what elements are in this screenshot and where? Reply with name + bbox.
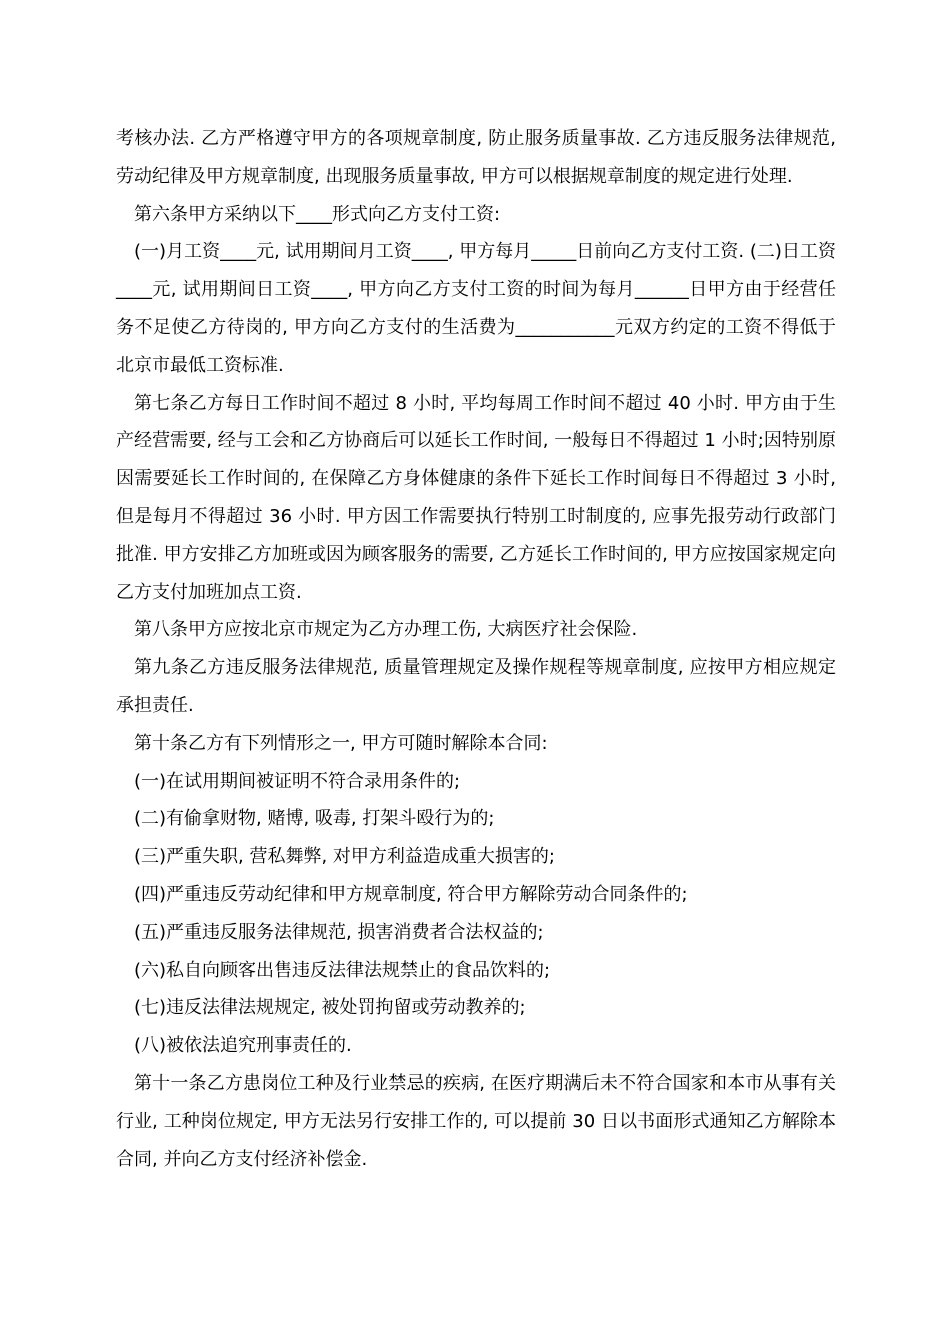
list-item-7: (七)违反法律法规规定, 被处罚拘留或劳动教养的; (134, 997, 526, 1019)
list-item-8: (八)被依法追究刑事责任的. (134, 1035, 352, 1057)
list-item-2: (二)有偷拿财物, 赌博, 吸毒, 打架斗殴行为的; (134, 808, 495, 830)
paragraph-article-9: 第九条乙方违反服务法律规范, 质量管理规定及操作规程等规章制度, 应按甲方相应规定承担责任. (116, 657, 836, 716)
list-item-3: (三)严重失职, 营私舞弊, 对甲方利益造成重大损害的; (134, 846, 555, 868)
paragraph-continuation: 考核办法. 乙方严格遵守甲方的各项规章制度, 防止服务质量事故. 乙方违反服务法律规范, 劳动纪律及甲方规章制度, 出现服务质量事故, 甲方可以根据规章制度的规定进行处理. (116, 128, 836, 187)
list-item-4: (四)严重违反劳动纪律和甲方规章制度, 符合甲方解除劳动合同条件的; (134, 883, 688, 905)
paragraph-article-7: 第七条乙方每日工作时间不超过 8 小时, 平均每周工作时间不超过 40 小时. 甲方由于生产经营需要, 经与工会和乙方协商后可以延长工作时间, 一般每日不得超过 1 小时;因特别原因需要延长工作时间的, 在保障乙方身体健康的条件下延长工作时间每日不得超过 3 小时, 但是每月不得超过 36 小时. 甲方因工作需要执行特别工时制度的, 应事先报劳动行政部门批准. 甲方安排乙方加班或因为顾客服务的需要, 乙方延长工作时间的, 甲方应按国家规定向乙方支付加班加点工资. (116, 392, 836, 603)
paragraph-article-10: 第十条乙方有下列情形之一, 甲方可随时解除本合同: (134, 732, 548, 754)
list-item-6: (六)私自向顾客出售违反法律法规禁止的食品饮料的; (134, 959, 551, 981)
paragraph-article-8: 第八条甲方应按北京市规定为乙方办理工伤, 大病医疗社会保险. (134, 619, 638, 641)
paragraph-wage-terms: (一)月工资____元, 试用期间月工资____, 甲方每月_____日前向乙方支付工资. (二)日工资____元, 试用期间日工资____, 甲方向乙方支付工资的时间为每月______日甲方由于经营任务不足使乙方待岗的, 甲方向乙方支付的生活费为___________元双方约定的工资不得低于北京市最低工资标准. (116, 241, 836, 376)
list-item-5: (五)严重违反服务法律规范, 损害消费者合法权益的; (134, 921, 544, 943)
paragraph-article-11: 第十一条乙方患岗位工种及行业禁忌的疾病, 在医疗期满后未不符合国家和本市从事有关行业, 工种岗位规定, 甲方无法另行安排工作的, 可以提前 30 日以书面形式通知乙方解除本合同, 并向乙方支付经济补偿金. (116, 1072, 836, 1170)
list-item-1: (一)在试用期间被证明不符合录用条件的; (134, 770, 461, 792)
paragraph-article-6: 第六条甲方采纳以下____形式向乙方支付工资: (134, 203, 501, 225)
document-page (116, 120, 836, 1178)
